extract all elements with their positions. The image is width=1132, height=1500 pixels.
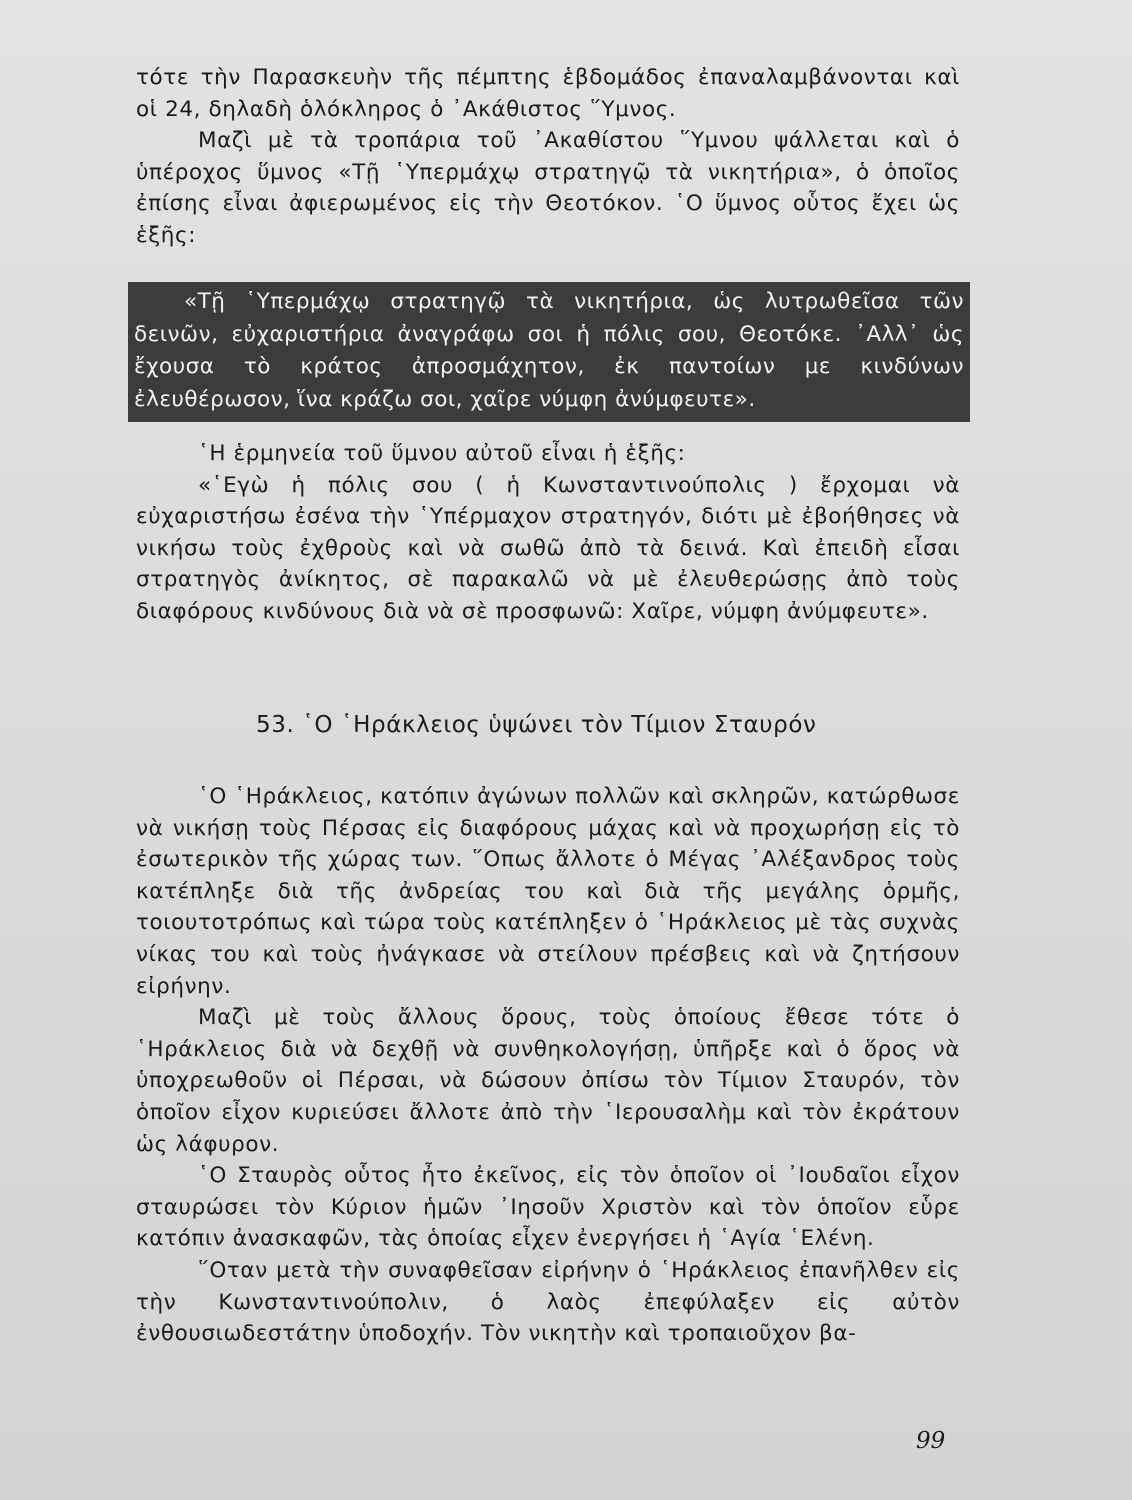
interpretation-paragraph: ῾Η ἑρμηνεία τοῦ ὕμνου αὐτοῦ εἶναι ἡ ἑξῆς: [198,441,686,466]
section-paragraph: ῞Οταν μετὰ τὴν συναφθεῖσαν εἰρήνην ὁ ῾Ηράκλειος ἐπανῆλθεν εἰς τὴν Κωνσταντινούπολιν, ὁ λαὸς ἐπεφύλαξεν εἰς αὐτὸν ἐνθουσιωδεστάτην ὑποδοχήν. Τὸν νικητὴν καὶ τροπαιοῦχον βα- [136,1257,960,1347]
section-paragraph: Μαζὶ μὲ τοὺς ἄλλους ὅρους, τοὺς ὁποίους ἔθεσε τότε ὁ ῾Ηράκλειος διὰ νὰ δεχθῇ νὰ συνθηκολογήσῃ, ὑπῆρξε καὶ ὁ ὅρος νὰ ὑποχρεωθοῦν οἱ Πέρσαι, νὰ δώσουν ὀπίσω τὸν Τίμιον Σταυρόν, τὸν ὁποῖον εἶχον κυριεύσει ἄλλοτε ἀπὸ τὴν ῾Ιερουσαλὴμ καὶ τὸν ἐκράτουν ὡς λάφυρον. [136,1005,960,1157]
page-number: 99 [916,1428,946,1454]
section-paragraph: ῾Ο Σταυρὸς οὗτος ἦτο ἐκεῖνος, εἰς τὸν ὁποῖον οἱ ᾿Ιουδαῖοι εἶχον σταυρώσει τὸν Κύριον ἡμῶν ᾿Ιησοῦν Χριστὸν καὶ τὸν ὁποῖον εὗρε κατόπιν ἀνασκαφῶν, τὰς ὁποίας εἶχεν ἐνεργήσει ἡ ῾Αγία ῾Ελένη. [136,1163,960,1252]
section-text [136,781,960,1350]
intro-paragraph: τότε τὴν Παρασκευὴν τῆς πέμπτης ἑβδομάδος ἐπαναλαμβάνονται καὶ οἱ 24, δηλαδὴ ὁλόκληρος ὁ ᾿Ακάθιστος ῞Υμνος. [136,65,960,122]
interpretation-paragraph: «῾Εγὼ ἡ πόλις σου ( ἡ Κωνσταντινούπολις ) ἔρχομαι νὰ εὐχαριστήσω ἐσένα τὴν ῾Υπέρμαχον στρατηγόν, διότι μὲ ἐβοήθησες νὰ νικήσω τοὺς ἐχθροὺς καὶ νὰ σωθῶ ἀπὸ τὰ δεινά. Καὶ ἐπειδὴ εἶσαι στρατηγὸς ἀνίκητος, σὲ παρακαλῶ νὰ μὲ ἐλευθερώσῃς ἀπὸ τοὺς διαφόρους κινδύνους διὰ νὰ σὲ προσφωνῶ: Χαῖρε, νύμφη ἀνύμφευτε». [136,472,960,624]
section-paragraph: ῾Ο ῾Ηράκλειος, κατόπιν ἀγώνων πολλῶν καὶ σκληρῶν, κατώρθωσε νὰ νικήσῃ τοὺς Πέρσας εἰς διαφόρους μάχας καὶ νὰ προχωρήσῃ εἰς τὸ ἐσωτερικὸν τῆς χώρας των. ῞Οπως ἄλλοτε ὁ Μέγας ᾿Αλέξανδρος τοὺς κατέπληξε διὰ τῆς ἀνδρείας του καὶ διὰ τῆς μεγάλης ὁρμῆς, τοιουτοτρόπως καὶ τώρα τοὺς κατέπληξεν ὁ ῾Ηράκλειος μὲ τὰς συχνὰς νίκας του καὶ τοὺς ἠνάγκασε νὰ στείλουν πρέσβεις καὶ νὰ ζητήσουν εἰρήνην. [136,784,960,999]
section-heading: 53. ῾Ο ῾Ηράκλειος ὑψώνει τὸν Τίμιον Σταυρόν [256,712,817,738]
hymn-highlight-box [128,282,970,422]
intro-paragraph: Μαζὶ μὲ τὰ τροπάρια τοῦ ᾿Ακαθίστου ῞Υμνου ψάλλεται καὶ ὁ ὑπέροχος ὕμνος «Τῇ ῾Υπερμάχῳ στρατηγῷ τὰ νικητήρια», ὁ ὁποῖος ἐπίσης εἶναι ἀφιερωμένος εἰς τὴν Θεοτόκον. ῾Ο ὕμνος οὗτος ἔχει ὡς ἑξῆς: [136,128,960,248]
intro-text [136,62,960,252]
interpretation-text [136,438,960,628]
hymn-text: «Τῇ ῾Υπερμάχῳ στρατηγῷ τὰ νικητήρια, ὡς λυτρωθεῖσα τῶν δεινῶν, εὐχαριστήρια ἀναγράφω σοι ἡ πόλις σου, Θεοτόκε. ᾿Αλλ᾿ ὡς ἔχουσα τὸ κράτος ἀπροσμάχητον, ἐκ παντοίων με κινδύνων ἐλευθέρωσον, ἵνα κράζω σοι, χαῖρε νύμφη ἀνύμφευτε». [134,289,964,412]
